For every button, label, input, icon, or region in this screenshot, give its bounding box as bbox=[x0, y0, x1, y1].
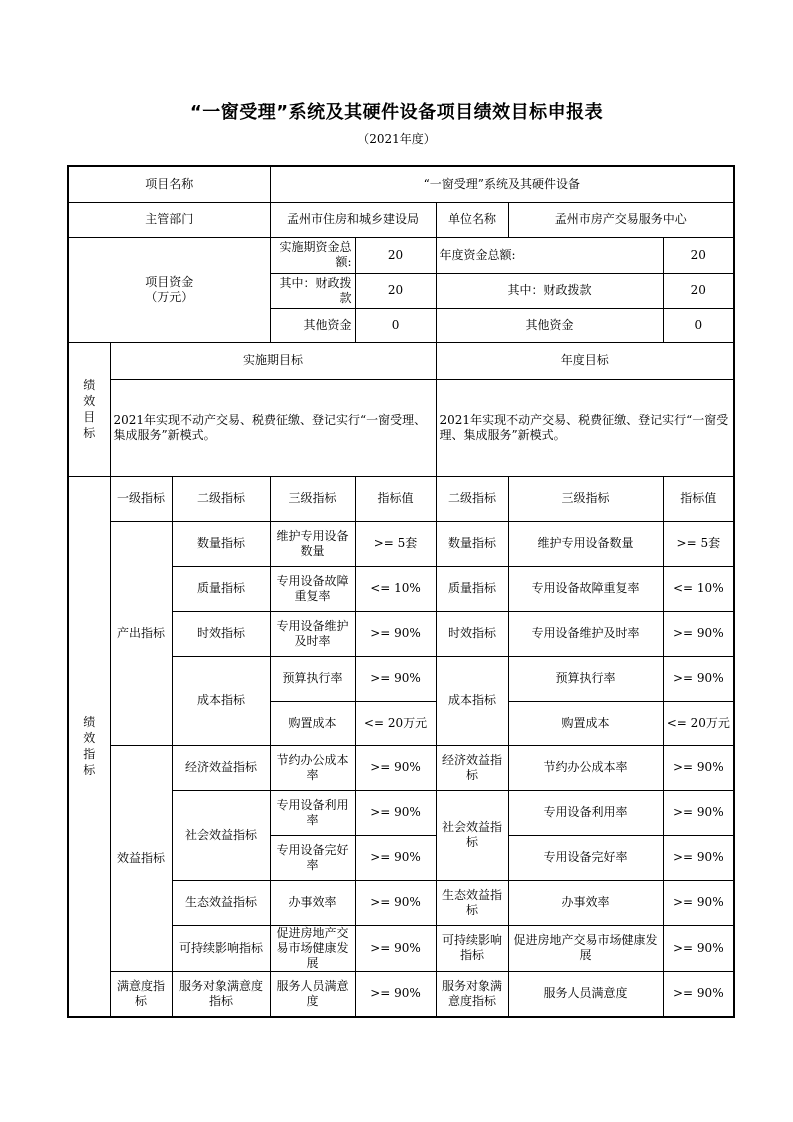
output-indicator-label: 产出指标 bbox=[110, 521, 172, 745]
project-name-label: 项目名称 bbox=[68, 166, 270, 202]
year-goal-text: 2021年实现不动产交易、税费征缴、登记实行“一窗受理、集成服务”新模式。 bbox=[436, 379, 734, 476]
table-row-value-year: >= 90% bbox=[663, 790, 734, 835]
header-value: 指标值 bbox=[355, 476, 436, 521]
page-subtitle: （2021年度） bbox=[357, 132, 436, 146]
table-row-l3: 专用设备维护及时率 bbox=[270, 611, 355, 656]
header-level2: 二级指标 bbox=[172, 476, 270, 521]
table-row-value: >= 5套 bbox=[355, 521, 436, 566]
table-row-value-year: >= 90% bbox=[663, 880, 734, 925]
table-row-value-year: <= 10% bbox=[663, 566, 734, 611]
table-row-l3-year: 专用设备利用率 bbox=[508, 790, 663, 835]
dept-value: 孟州市住房和城乡建设局 bbox=[270, 202, 436, 237]
table-row-l2-year: 质量指标 bbox=[436, 566, 508, 611]
satisfaction-indicator-label: 满意度指标 bbox=[110, 971, 172, 1017]
table-row-l2-year: 生态效益指标 bbox=[436, 880, 508, 925]
table-row-value: >= 90% bbox=[355, 656, 436, 701]
table-row-value: >= 90% bbox=[355, 925, 436, 971]
table-row-value: >= 90% bbox=[355, 971, 436, 1017]
total-funds-value: 20 bbox=[355, 237, 436, 273]
unit-label: 单位名称 bbox=[436, 202, 508, 237]
table-row-value-year: >= 90% bbox=[663, 745, 734, 790]
table-row-value: >= 90% bbox=[355, 745, 436, 790]
table-row-value: >= 90% bbox=[355, 880, 436, 925]
table-row-value: <= 10% bbox=[355, 566, 436, 611]
table-row-value: >= 90% bbox=[355, 611, 436, 656]
table-row-value-year: <= 20万元 bbox=[663, 701, 734, 745]
table-row-l2-year: 成本指标 bbox=[436, 656, 508, 745]
table-row-l3-year: 专用设备故障重复率 bbox=[508, 566, 663, 611]
fiscal-funds-label: 其中：财政拨款 bbox=[270, 273, 355, 308]
table-row-l3: 维护专用设备数量 bbox=[270, 521, 355, 566]
table-row-l3-year: 节约办公成本率 bbox=[508, 745, 663, 790]
period-goal-header: 实施期目标 bbox=[110, 342, 436, 379]
table-row-l3: 节约办公成本率 bbox=[270, 745, 355, 790]
year-goal-header: 年度目标 bbox=[436, 342, 734, 379]
table-row-l3-year: 维护专用设备数量 bbox=[508, 521, 663, 566]
header-level3-year: 三级指标 bbox=[508, 476, 663, 521]
table-row-l2: 成本指标 bbox=[172, 656, 270, 745]
other-funds-label: 其他资金 bbox=[270, 308, 355, 342]
table-row-l3: 促进房地产交易市场健康发展 bbox=[270, 925, 355, 971]
header-value-year: 指标值 bbox=[663, 476, 734, 521]
period-goal-text: 2021年实现不动产交易、税费征缴、登记实行“一窗受理、集成服务”新模式。 bbox=[110, 379, 436, 476]
year-fiscal-funds-value: 20 bbox=[663, 273, 734, 308]
table-row-l2: 时效指标 bbox=[172, 611, 270, 656]
table-row-l2: 服务对象满意度指标 bbox=[172, 971, 270, 1017]
table-row-value: <= 20万元 bbox=[355, 701, 436, 745]
benefit-indicator-label: 效益指标 bbox=[110, 745, 172, 971]
table-row-l2: 数量指标 bbox=[172, 521, 270, 566]
project-name-value: “一窗受理”系统及其硬件设备 bbox=[270, 166, 734, 202]
total-funds-label: 实施期资金总额: bbox=[270, 237, 355, 273]
table-row-l3: 专用设备完好率 bbox=[270, 835, 355, 880]
table-row-l3-year: 预算执行率 bbox=[508, 656, 663, 701]
table-row-l3: 购置成本 bbox=[270, 701, 355, 745]
page-title: “一窗受理”系统及其硬件设备项目绩效目标申报表 bbox=[189, 102, 604, 123]
table-row-l2-year: 数量指标 bbox=[436, 521, 508, 566]
table-row-l3-year: 办事效率 bbox=[508, 880, 663, 925]
table-row-value-year: >= 5套 bbox=[663, 521, 734, 566]
indicators-side-label bbox=[68, 476, 110, 1017]
table-row-l3-year: 服务人员满意度 bbox=[508, 971, 663, 1017]
goals-side-label bbox=[68, 342, 110, 476]
year-fiscal-funds-label: 其中：财政拨款 bbox=[436, 273, 663, 308]
indicators-side-text: 绩效指标 bbox=[83, 715, 96, 778]
unit-value: 孟州市房产交易服务中心 bbox=[508, 202, 734, 237]
table-row-l3-year: 专用设备维护及时率 bbox=[508, 611, 663, 656]
header-level1: 一级指标 bbox=[110, 476, 172, 521]
table-row-value: >= 90% bbox=[355, 835, 436, 880]
year-other-funds-value: 0 bbox=[663, 308, 734, 342]
performance-table bbox=[67, 165, 735, 1018]
table-row-l2-year: 社会效益指标 bbox=[436, 790, 508, 880]
table-row-l2: 可持续影响指标 bbox=[172, 925, 270, 971]
table-row-value-year: >= 90% bbox=[663, 611, 734, 656]
funds-label-line2: （万元） bbox=[145, 289, 194, 304]
table-row-l3: 专用设备故障重复率 bbox=[270, 566, 355, 611]
table-row-l3: 专用设备利用率 bbox=[270, 790, 355, 835]
table-row-l2: 生态效益指标 bbox=[172, 880, 270, 925]
table-row-value-year: >= 90% bbox=[663, 656, 734, 701]
table-row-l3: 服务人员满意度 bbox=[270, 971, 355, 1017]
table-row-l3-year: 促进房地产交易市场健康发展 bbox=[508, 925, 663, 971]
table-row-l2-year: 经济效益指标 bbox=[436, 745, 508, 790]
fiscal-funds-value: 20 bbox=[355, 273, 436, 308]
table-row-l2-year: 时效指标 bbox=[436, 611, 508, 656]
goals-side-text: 绩效目标 bbox=[83, 378, 96, 440]
table-row-l3-year: 购置成本 bbox=[508, 701, 663, 745]
header-level2-year: 二级指标 bbox=[436, 476, 508, 521]
table-row-value-year: >= 90% bbox=[663, 835, 734, 880]
other-funds-value: 0 bbox=[355, 308, 436, 342]
dept-label: 主管部门 bbox=[68, 202, 270, 237]
table-row-l2: 社会效益指标 bbox=[172, 790, 270, 880]
table-row-l2: 质量指标 bbox=[172, 566, 270, 611]
year-total-funds-label: 年度资金总额: bbox=[436, 237, 663, 273]
year-total-funds-value: 20 bbox=[663, 237, 734, 273]
table-row-l3: 预算执行率 bbox=[270, 656, 355, 701]
header-level3: 三级指标 bbox=[270, 476, 355, 521]
table-row-l3-year: 专用设备完好率 bbox=[508, 835, 663, 880]
table-row-l2-year: 服务对象满意度指标 bbox=[436, 971, 508, 1017]
table-row-value-year: >= 90% bbox=[663, 925, 734, 971]
table-row-value-year: >= 90% bbox=[663, 971, 734, 1017]
table-row-value: >= 90% bbox=[355, 790, 436, 835]
year-other-funds-label: 其他资金 bbox=[436, 308, 663, 342]
funds-label-line1: 项目资金 bbox=[145, 274, 194, 289]
table-row-l3: 办事效率 bbox=[270, 880, 355, 925]
table-row-l2-year: 可持续影响指标 bbox=[436, 925, 508, 971]
funds-label bbox=[68, 237, 270, 342]
table-row-l2: 经济效益指标 bbox=[172, 745, 270, 790]
